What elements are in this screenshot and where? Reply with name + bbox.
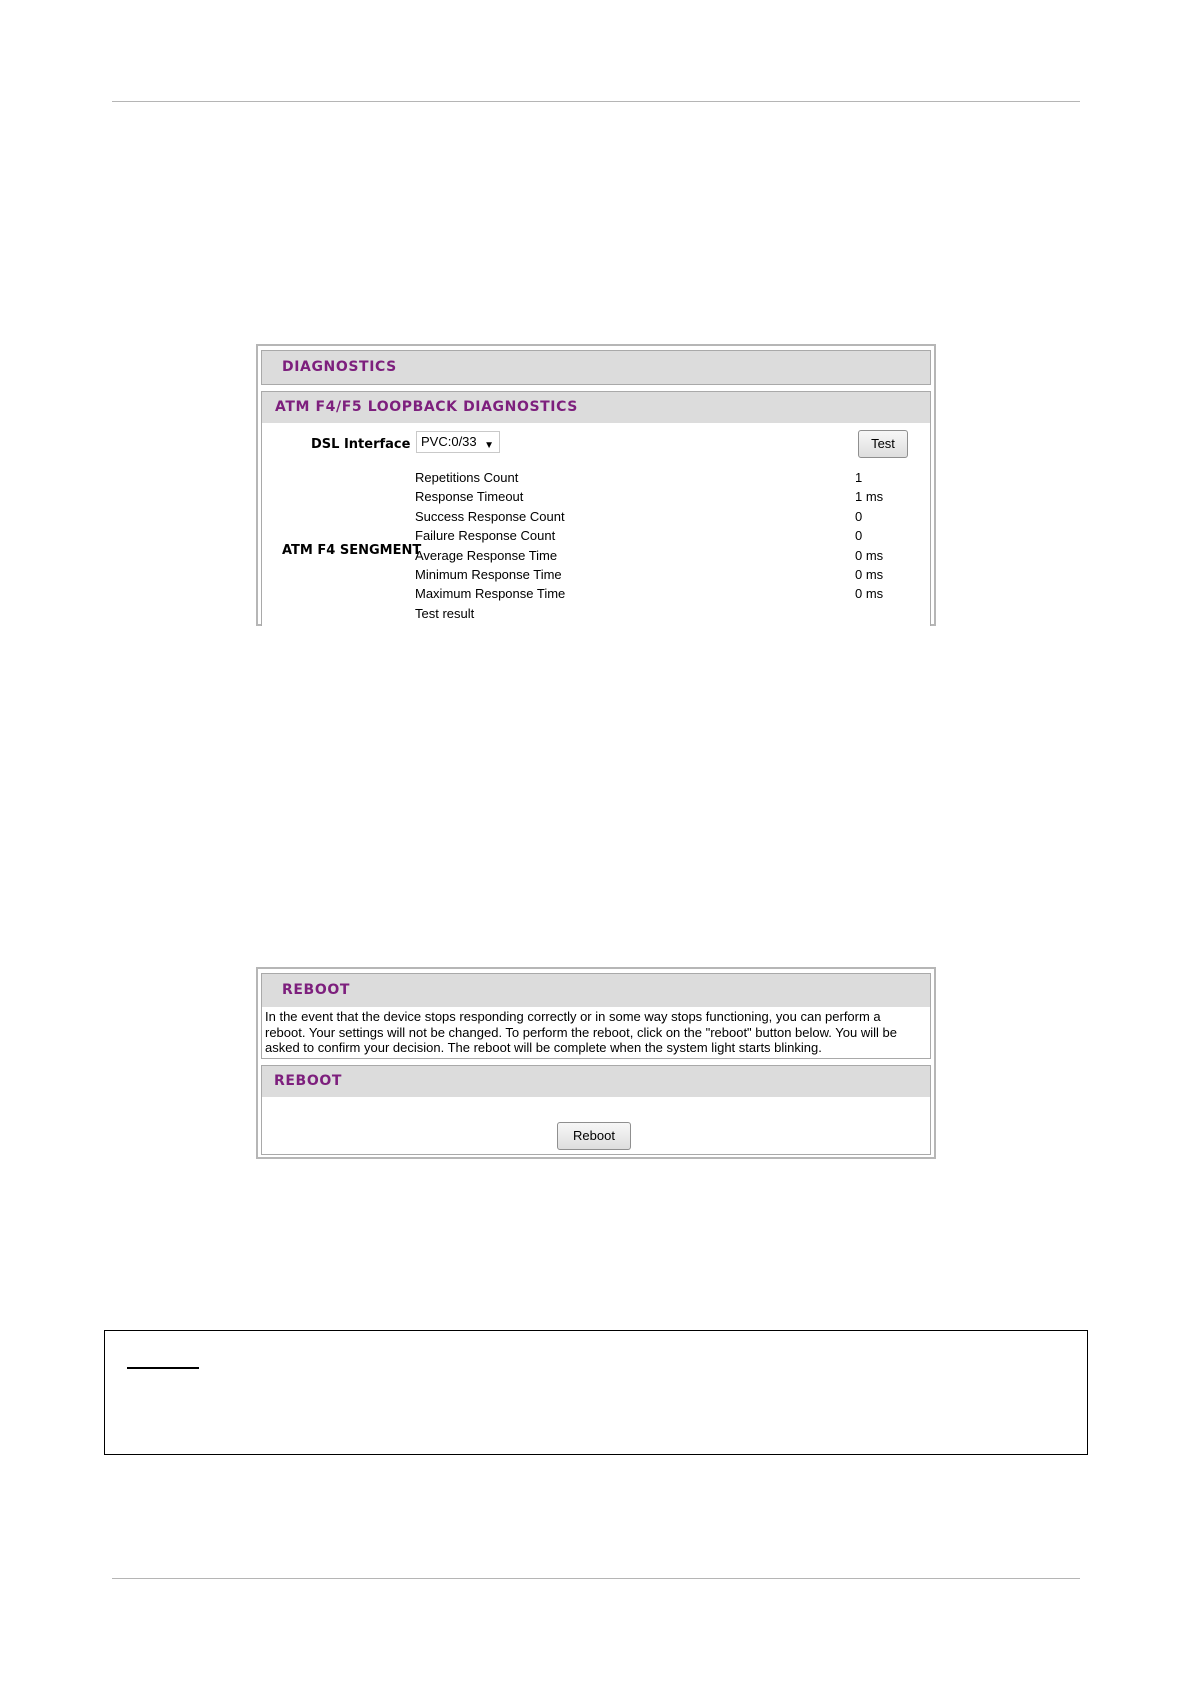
- diagnostics-row: [415, 468, 895, 487]
- diagnostics-row-label: Failure Response Count: [415, 528, 556, 544]
- atm-loopback-title: ATM F4/F5 LOOPBACK DIAGNOSTICS: [262, 392, 930, 423]
- diagnostics-row: [415, 487, 895, 506]
- reboot-panel: [256, 967, 936, 1159]
- diagnostics-row-label: Repetitions Count: [415, 470, 519, 485]
- diagnostics-title: DIAGNOSTICS: [262, 351, 930, 384]
- diagnostics-row-label: Maximum Response Time: [415, 586, 566, 602]
- test-button[interactable]: Test: [858, 430, 908, 458]
- dsl-interface-select[interactable]: [416, 431, 500, 453]
- diagnostics-row: [415, 526, 895, 545]
- atm-loopback-section: [261, 391, 931, 626]
- reboot-info-box: [261, 973, 931, 1059]
- dsl-interface-label: DSL Interface: [311, 437, 411, 452]
- diagnostics-row-value: 0 ms: [855, 586, 884, 602]
- diagnostics-row: [415, 604, 895, 623]
- diagnostics-row-label: Minimum Response Time: [415, 566, 562, 582]
- diagnostics-row: [415, 546, 895, 565]
- page-bottom-rule: [112, 1578, 1080, 1579]
- diagnostics-panel: [256, 344, 936, 626]
- note-underline: [127, 1367, 199, 1369]
- diagnostics-row-value: 0 ms: [855, 547, 884, 563]
- note-box: [104, 1330, 1088, 1455]
- diagnostics-row-value: 1 ms: [855, 489, 884, 505]
- diagnostics-row-label: Response Timeout: [415, 489, 524, 505]
- diagnostics-row-label: Average Response Time: [415, 547, 558, 563]
- reboot-action-box: [261, 1065, 931, 1155]
- reboot-description: In the event that the device stops responding correctly or in some way stops functioning, you can perform a reboot. Your settings will not be changed. To perform the reboot, click on the "reboot" button below. You will be asked to confirm your decision. The reboot will be complete when the system light starts blinking.: [265, 1009, 897, 1056]
- page-top-rule: [112, 101, 1080, 102]
- chevron-down-icon: ▼: [484, 440, 494, 451]
- diagnostics-row-value: 0: [855, 528, 863, 544]
- diagnostics-row: [415, 507, 895, 526]
- diagnostics-row-label: Test result: [415, 605, 475, 621]
- diagnostics-row: [415, 565, 895, 584]
- dsl-interface-value: PVC:0/33: [421, 434, 477, 449]
- reboot-title: REBOOT: [262, 974, 930, 1007]
- reboot-section-title: REBOOT: [262, 1066, 930, 1097]
- diagnostics-results: [415, 468, 895, 623]
- diagnostics-row-value: 1: [855, 470, 863, 485]
- diagnostics-row: [415, 584, 895, 603]
- atm-segment-label: ATM F4 SENGMENT: [282, 543, 422, 558]
- diagnostics-row-value: 0 ms: [855, 566, 884, 582]
- diagnostics-title-box: [261, 350, 931, 385]
- reboot-button[interactable]: Reboot: [557, 1122, 631, 1150]
- diagnostics-row-value: 0: [855, 508, 863, 524]
- diagnostics-row-label: Success Response Count: [415, 508, 565, 524]
